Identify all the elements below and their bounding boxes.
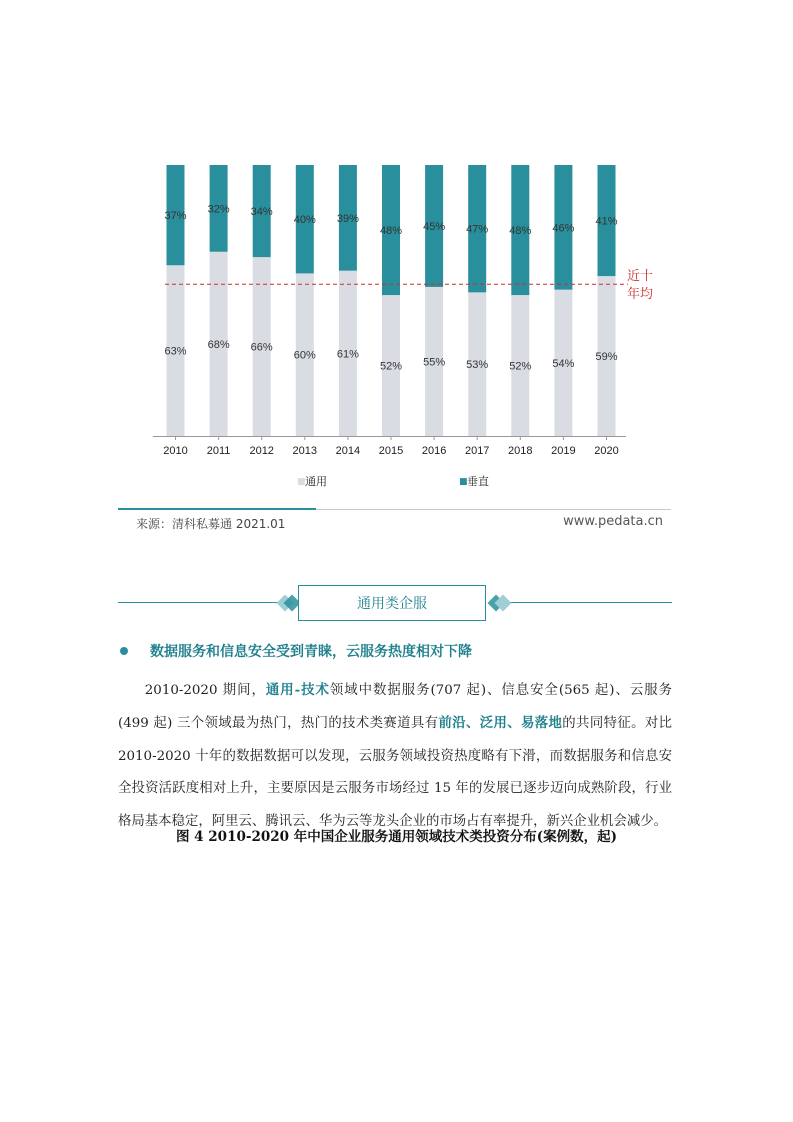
reference-label: 年均 [627,287,654,302]
data-label: 53% [466,359,489,372]
bullet-icon [120,647,128,655]
data-label: 61% [336,348,359,361]
legend-label: 垂直 [467,475,489,488]
data-label: 63% [164,345,187,358]
legend-marker: ■ [459,477,468,487]
data-label: 59% [595,351,618,364]
legend-label: 通用 [305,475,327,488]
data-label: 45% [423,220,446,233]
section-title: 通用类企服 [298,585,486,621]
data-label: 48% [379,225,403,238]
data-label: 48% [509,225,532,238]
data-label: 60% [293,349,316,362]
data-label: 52% [379,360,403,373]
x-tick-label: 2017 [464,445,490,457]
para-highlight: 前沿、泛用、易落地 [438,715,563,732]
data-label: 68% [207,338,230,351]
body-paragraph [118,674,672,838]
data-label: 39% [336,212,359,225]
data-label: 54% [552,357,575,370]
data-label: 40% [293,214,316,227]
figure-caption: 图 4 2010-2020 年中国企业服务通用领域技术类投资分布(案例数，起) [175,829,618,845]
x-tick-label: 2019 [551,445,576,457]
para-highlight: 通用-技术 [265,682,330,698]
para-text: 2010-2020 期间， [144,683,266,698]
x-tick-label: 2016 [421,445,447,457]
x-tick-label: 2010 [163,445,188,457]
para-text: 领域中数据服务(707 起)、信息安全(565 起)、云服务 (499 起) 三个领域最为热门，热门的技术类赛道具有 [118,683,673,732]
data-label: 52% [509,360,532,373]
x-tick-label: 2015 [378,445,404,457]
section-divider-right [498,602,672,603]
section-divider-left [118,602,286,603]
data-label: 32% [207,203,230,216]
source-label: 来源：清科私募通 2021.01 [136,517,286,531]
x-tick-label: 2020 [594,445,619,457]
data-label: 66% [250,341,273,354]
data-label: 55% [423,356,446,369]
source-divider-accent [118,508,316,510]
x-tick-label: 2011 [206,445,231,457]
x-tick-label: 2018 [508,445,533,457]
x-tick-label: 2014 [335,445,361,457]
x-tick-label: 2013 [292,445,318,457]
data-label: 37% [164,210,187,223]
bullet-heading-row [120,641,472,661]
data-label: 47% [466,223,489,236]
x-tick-label: 2012 [249,445,274,457]
source-divider [316,509,671,510]
reference-label: 近十 [627,269,654,284]
legend-marker: ■ [297,477,306,487]
data-label: 34% [250,206,273,219]
data-label: 41% [595,215,618,228]
bullet-heading: 数据服务和信息安全受到青睐，云服务热度相对下降 [150,644,472,660]
stacked-bar-chart [0,0,793,500]
data-label: 46% [552,222,575,235]
source-url[interactable]: www.pedata.cn [563,514,663,529]
para-text: 的共同特征。对比 2010-2020 十年的数据数据可以发现，云服务领域投资热度略有下滑，而数据服务和信息安全投资活跃度相对上升，主要原因是云服务市场经过 15 年的发展已逐步迈向成熟阶段，行业格局基本稳定，阿里云、腾讯云、华为云等龙头企业的市场占有率提升，新兴企业机会减少。 [118,716,673,829]
